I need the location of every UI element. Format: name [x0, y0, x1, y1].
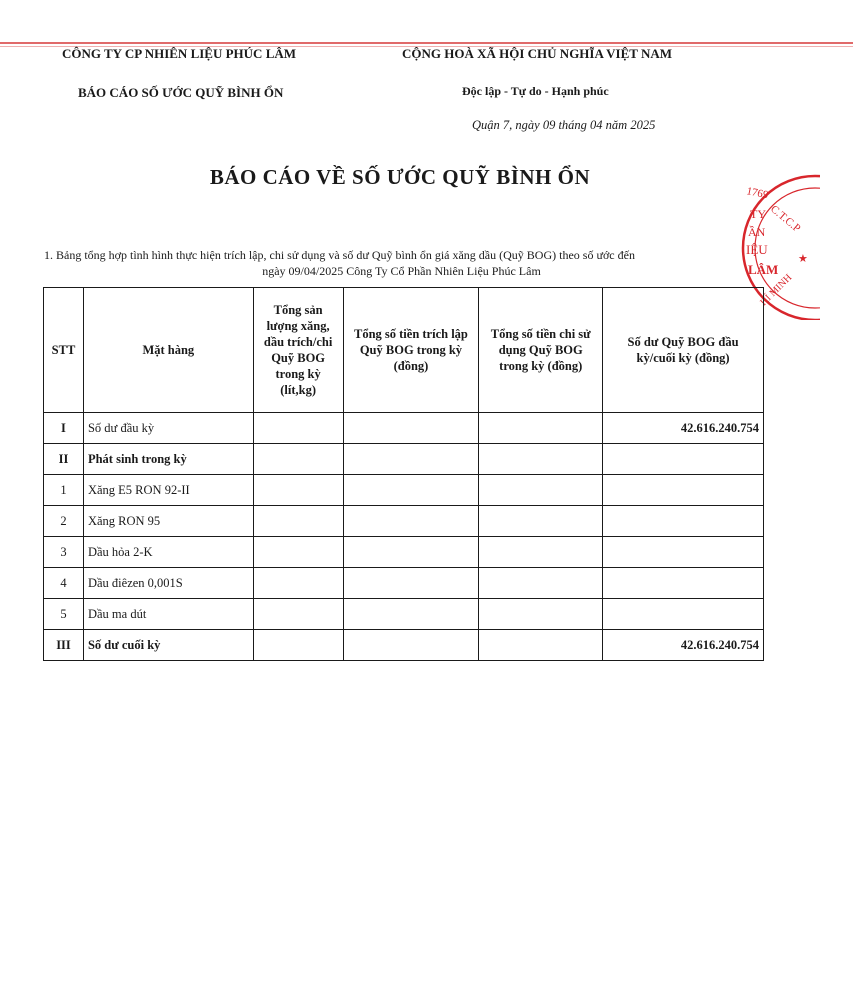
table-row [44, 568, 764, 599]
cell-volume [253, 444, 343, 475]
cell-balance: 42.616.240.754 [603, 630, 764, 661]
cell-spending [479, 444, 603, 475]
cell-volume [253, 475, 343, 506]
cell-stt: 1 [44, 475, 84, 506]
cell-balance: 42.616.240.754 [603, 413, 764, 444]
cell-volume [253, 506, 343, 537]
seal-ctcp: C.T.C.P [768, 203, 803, 235]
seal-line-ieu: IỆU [746, 242, 768, 257]
cell-contribution [343, 568, 479, 599]
header-rule [0, 42, 853, 44]
cell-spending [479, 475, 603, 506]
cell-spending [479, 506, 603, 537]
col-stt: STT [44, 288, 84, 413]
cell-balance [603, 537, 764, 568]
cell-balance [603, 475, 764, 506]
cell-spending [479, 599, 603, 630]
table-row [44, 506, 764, 537]
cell-stt: I [44, 413, 84, 444]
cell-item: Dầu ma dút [83, 599, 253, 630]
cell-stt: 4 [44, 568, 84, 599]
page-title: BÁO CÁO VỀ SỐ ƯỚC QUỸ BÌNH ỔN [209, 165, 591, 189]
cell-stt: 2 [44, 506, 84, 537]
company-name: CÔNG TY CP NHIÊN LIỆU PHÚC LÂM [62, 46, 297, 61]
place-date: Quận 7, ngày 09 tháng 04 năm 2025 [472, 118, 656, 132]
seal-line-lam: LÂM [748, 262, 779, 277]
cell-item: Số dư cuối kỳ [83, 630, 253, 661]
cell-item: Xăng E5 RON 92-II [83, 475, 253, 506]
report-label: BÁO CÁO SỐ ƯỚC QUỸ BÌNH ỔN [78, 85, 284, 100]
cell-balance [603, 444, 764, 475]
cell-item: Phát sinh trong kỳ [83, 444, 253, 475]
national-motto: Độc lập - Tự do - Hạnh phúc [462, 84, 609, 98]
cell-contribution [343, 444, 479, 475]
cell-stt: 3 [44, 537, 84, 568]
col-balance: Số dư Quỹ BOG đầu kỳ/cuối kỳ (đồng) [603, 288, 764, 413]
cell-stt: II [44, 444, 84, 475]
table-row [44, 413, 764, 444]
cell-contribution [343, 537, 479, 568]
cell-volume [253, 599, 343, 630]
col-volume: Tổng sản lượng xăng, dầu trích/chi Quỹ BOG trong kỳ (lít,kg) [253, 288, 343, 413]
cell-volume [253, 537, 343, 568]
table-row [44, 537, 764, 568]
seal-line-hcm: HÍ MINH [758, 272, 795, 309]
seal-number: 1769 [745, 185, 770, 202]
cell-volume [253, 568, 343, 599]
description [44, 247, 759, 279]
cell-contribution [343, 599, 479, 630]
cell-contribution [343, 413, 479, 444]
table-row [44, 475, 764, 506]
cell-contribution [343, 506, 479, 537]
seal-star-icon: ★ [798, 253, 808, 265]
table-row [44, 630, 764, 661]
cell-spending [479, 568, 603, 599]
description-line-1: 1. Bảng tổng hợp tình hình thực hiện trích lập, chi sử dụng và số dư Quỹ bình ổn giá xăng dầu (Quỹ BOG) theo số ước đến [44, 248, 635, 262]
cell-item: Xăng RON 95 [83, 506, 253, 537]
col-contribution: Tổng số tiền trích lập Quỹ BOG trong kỳ (đồng) [343, 288, 479, 413]
table-row [44, 599, 764, 630]
table-row [44, 444, 764, 475]
cell-stt: III [44, 630, 84, 661]
description-line-2: ngày 09/04/2025 Công Ty Cổ Phần Nhiên Liệu Phúc Lâm [262, 264, 541, 278]
col-spending: Tổng số tiền chi sử dụng Quỹ BOG trong kỳ (đồng) [479, 288, 603, 413]
cell-item: Số dư đầu kỳ [83, 413, 253, 444]
cell-spending [479, 537, 603, 568]
cell-spending [479, 413, 603, 444]
cell-volume [253, 413, 343, 444]
cell-balance [603, 568, 764, 599]
cell-balance [603, 506, 764, 537]
cell-volume [253, 630, 343, 661]
col-item: Mặt hàng [83, 288, 253, 413]
country-name: CỘNG HOÀ XÃ HỘI CHỦ NGHĨA VIỆT NAM [402, 46, 673, 61]
bog-fund-table [43, 287, 764, 661]
cell-stt: 5 [44, 599, 84, 630]
seal-line-ty: TY [750, 207, 766, 221]
cell-item: Dầu điêzen 0,001S [83, 568, 253, 599]
cell-contribution [343, 475, 479, 506]
seal-line-an: ẦN [748, 225, 766, 239]
cell-balance [603, 599, 764, 630]
cell-spending [479, 630, 603, 661]
cell-contribution [343, 630, 479, 661]
table-header-row [44, 288, 764, 413]
cell-item: Dầu hỏa 2-K [83, 537, 253, 568]
